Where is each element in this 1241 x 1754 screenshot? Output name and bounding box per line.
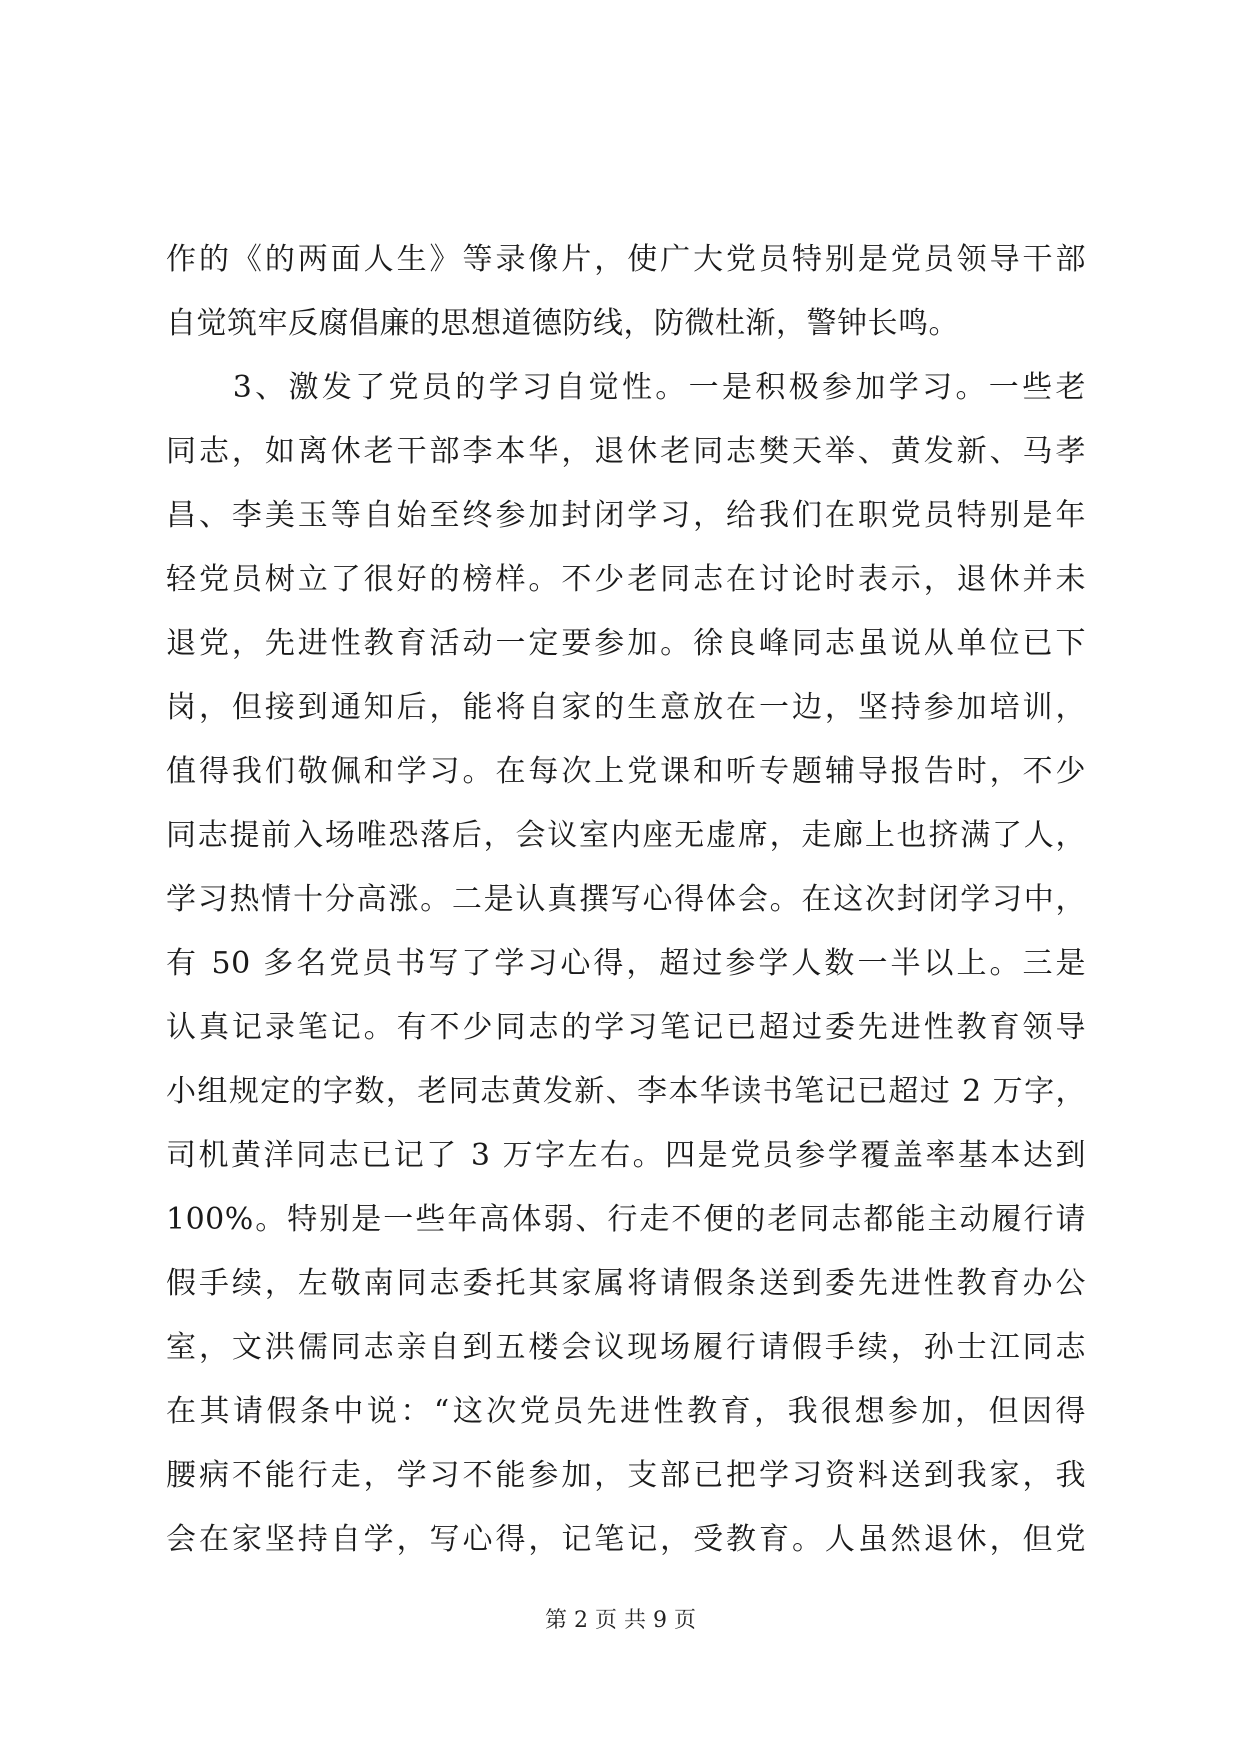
text-line: 小组规定的字数，老同志黄发新、李本华读书笔记已超过 2 万字， bbox=[166, 1074, 1086, 1109]
text-line: 有 50 多名党员书写了学习心得，超过参学人数一半以上。三是 bbox=[166, 946, 1086, 981]
text-line: 轻党员树立了很好的榜样。不少老同志在讨论时表示，退休并未 bbox=[166, 562, 1086, 597]
text-line: 在其请假条中说：“这次党员先进性教育，我很想参加，但因得 bbox=[166, 1394, 1086, 1429]
text-line: 昌、李美玉等自始至终参加封闭学习，给我们在职党员特别是年 bbox=[166, 498, 1086, 533]
text-line: 学习热情十分高涨。二是认真撰写心得体会。在这次封闭学习中， bbox=[166, 882, 1086, 917]
text-line: 会在家坚持自学，写心得，记笔记，受教育。人虽然退休，但党 bbox=[166, 1522, 1086, 1557]
text-line: 作的《的两面人生》等录像片，使广大党员特别是党员领导干部 bbox=[166, 242, 1086, 277]
text-line: 100%。特别是一些年高体弱、行走不便的老同志都能主动履行请 bbox=[166, 1202, 1086, 1237]
page-number-footer: 第 2 页 共 9 页 bbox=[545, 1608, 696, 1633]
text-line: 同志，如离休老干部李本华，退休老同志樊天举、黄发新、马孝 bbox=[166, 434, 1086, 469]
text-line: 假手续，左敬南同志委托其家属将请假条送到委先进性教育办公 bbox=[166, 1266, 1086, 1301]
text-line: 同志提前入场唯恐落后，会议室内座无虚席，走廊上也挤满了人， bbox=[166, 818, 1086, 853]
text-line: 司机黄洋同志已记了 3 万字左右。四是党员参学覆盖率基本达到 bbox=[166, 1138, 1086, 1173]
text-line: 腰病不能行走，学习不能参加，支部已把学习资料送到我家，我 bbox=[166, 1458, 1086, 1493]
document-body bbox=[166, 228, 1086, 1572]
text-line: 3、激发了党员的学习自觉性。一是积极参加学习。一些老 bbox=[166, 370, 1086, 405]
text-line: 室，文洪儒同志亲自到五楼会议现场履行请假手续，孙士江同志 bbox=[166, 1330, 1086, 1365]
text-line: 值得我们敬佩和学习。在每次上党课和听专题辅导报告时，不少 bbox=[166, 754, 1086, 789]
text-line: 自觉筑牢反腐倡廉的思想道德防线，防微杜渐，警钟长鸣。 bbox=[166, 306, 959, 341]
text-line: 退党，先进性教育活动一定要参加。徐良峰同志虽说从单位已下 bbox=[166, 626, 1086, 661]
text-line: 岗，但接到通知后，能将自家的生意放在一边，坚持参加培训， bbox=[166, 690, 1086, 725]
text-line: 认真记录笔记。有不少同志的学习笔记已超过委先进性教育领导 bbox=[166, 1010, 1086, 1045]
